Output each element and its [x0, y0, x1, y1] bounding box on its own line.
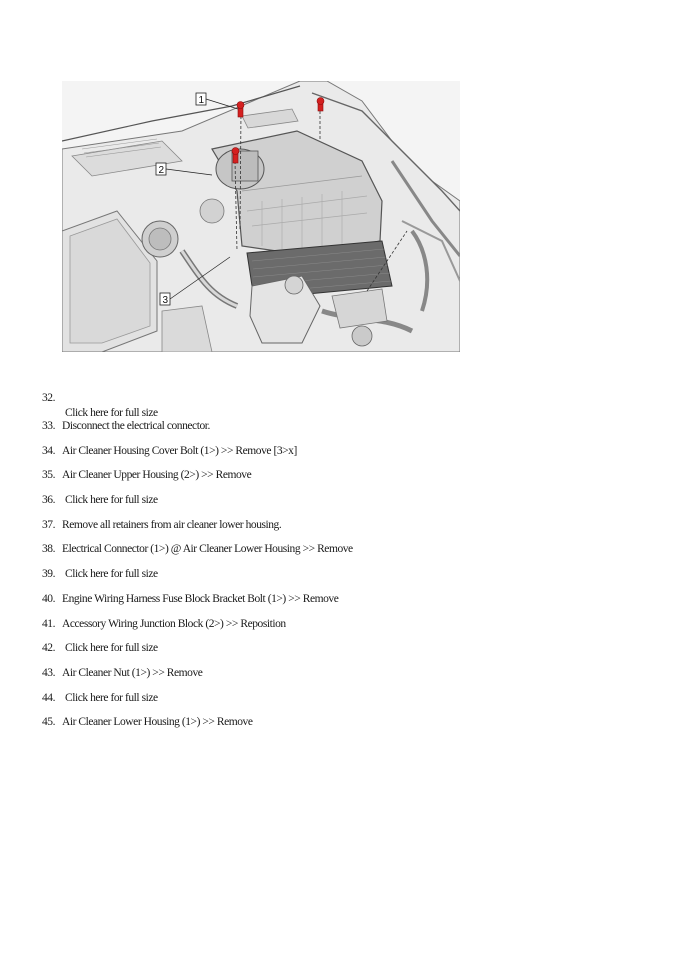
step-40 — [40, 592, 640, 617]
step-42 — [40, 641, 640, 666]
step-number: 40. — [42, 592, 56, 605]
step-text: Remove all retainers from air cleaner lower housing. — [62, 518, 282, 531]
step-number: 43. — [42, 666, 56, 679]
step-45 — [40, 715, 640, 740]
step-38 — [40, 542, 640, 567]
step-text: Accessory Wiring Junction Block (2>) >> Reposition — [62, 617, 286, 630]
step-text: Air Cleaner Upper Housing (2>) >> Remove — [62, 469, 252, 482]
step-43 — [40, 666, 640, 691]
step-37 — [40, 518, 640, 543]
engine-bay-illustration — [62, 81, 460, 352]
step-35 — [40, 468, 640, 493]
callout-label-2: 2 — [158, 165, 165, 176]
step-41 — [40, 617, 640, 642]
step-44 — [40, 691, 640, 716]
step-number: 44. — [42, 691, 56, 704]
step-36 — [40, 493, 640, 518]
step-39 — [40, 567, 640, 592]
full-size-link[interactable]: Click here for full size — [65, 642, 158, 655]
step-text: Air Cleaner Lower Housing (1>) >> Remove — [62, 716, 253, 729]
step-number: 36. — [42, 494, 56, 507]
step-text: Air Cleaner Nut (1>) >> Remove — [62, 666, 203, 679]
callout-label-1: 1 — [198, 95, 205, 106]
full-size-link[interactable]: Click here for full size — [65, 407, 158, 419]
step-number: 32. — [42, 392, 56, 404]
step-text: Electrical Connector (1>) @ Air Cleaner Lower Housing >> Remove — [62, 543, 353, 556]
step-number: 35. — [42, 469, 56, 482]
step-number: 33. — [42, 420, 56, 432]
step-33 — [40, 419, 640, 444]
step-text: Disconnect the electrical connector. — [62, 420, 210, 432]
step-number: 34. — [42, 444, 56, 457]
full-size-link[interactable]: Click here for full size — [65, 494, 158, 507]
step-number: 45. — [42, 716, 56, 729]
step-number: 38. — [42, 543, 56, 556]
step-text: Engine Wiring Harness Fuse Block Bracket Bolt (1>) >> Remove — [62, 592, 339, 605]
full-size-link[interactable]: Click here for full size — [65, 691, 158, 704]
step-text: Air Cleaner Housing Cover Bolt (1>) >> Remove [3>x] — [62, 444, 297, 457]
step-number: 42. — [42, 642, 56, 655]
step-number: 37. — [42, 518, 56, 531]
step-34 — [40, 444, 640, 469]
step-number: 39. — [42, 568, 56, 581]
step-number: 41. — [42, 617, 56, 630]
callout-label-3: 3 — [162, 295, 169, 306]
full-size-link[interactable]: Click here for full size — [65, 568, 158, 581]
step-32 — [40, 391, 640, 419]
procedure-steps — [40, 391, 640, 740]
